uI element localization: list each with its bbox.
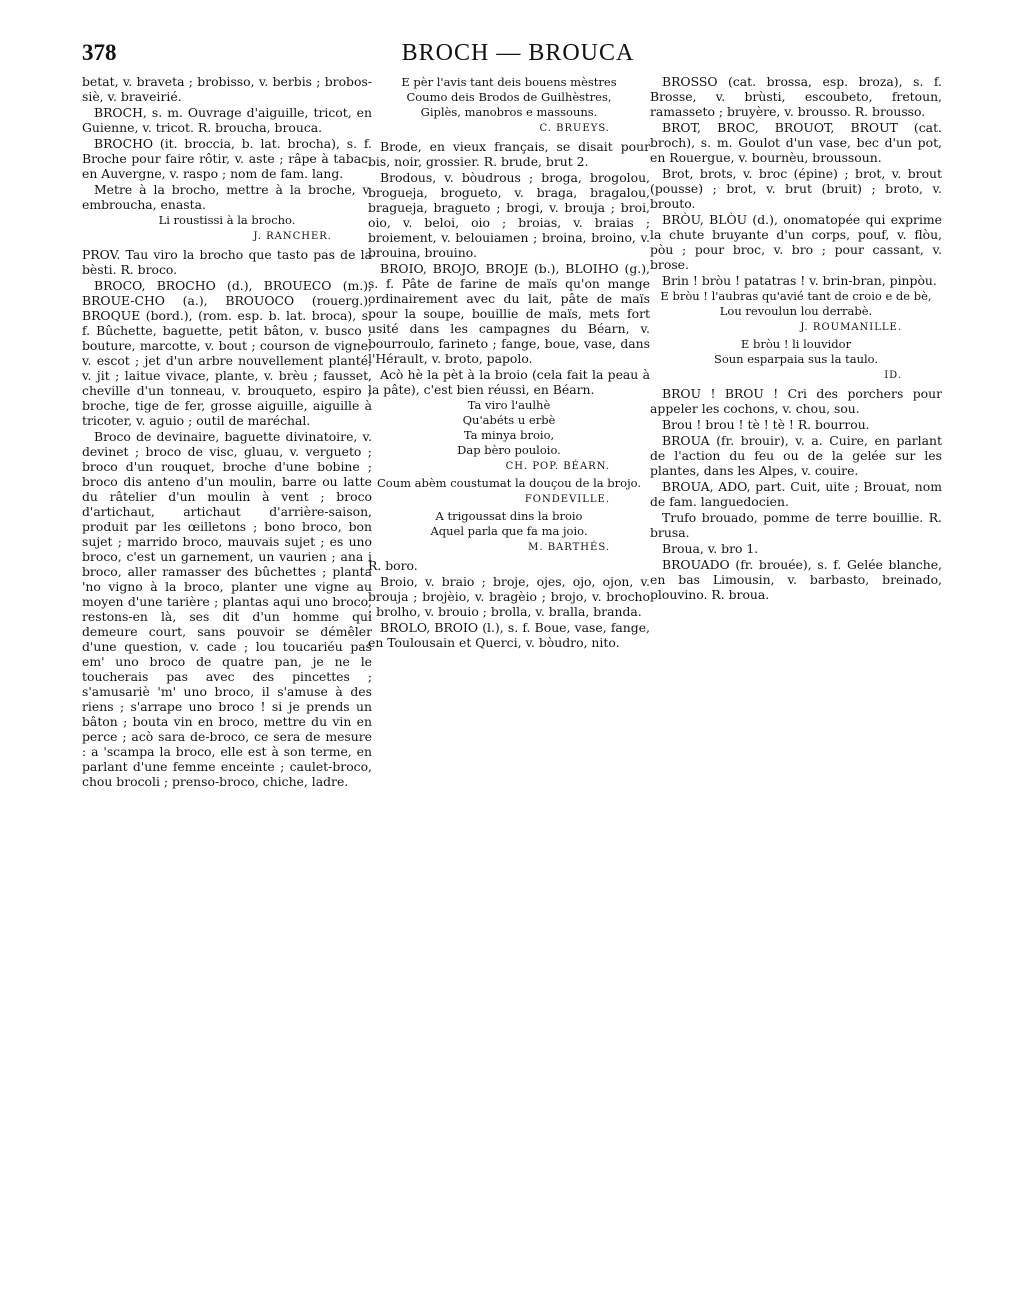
entry-text: betat, v. braveta ; brobisso, v. berbis ; brobos-siè, v. braveirié. [82,74,372,104]
page-header [82,40,954,76]
entry-text: Brot, brots, v. broc (épine) ; brot, v. brout (pousse) ; brot, v. brut (bruit) ; broto, v. brouto. [650,166,942,211]
quotation: A trigoussat dins la broio [435,509,583,523]
quotation-source: ID. [884,370,902,381]
column-right [650,74,942,1275]
column-middle [368,74,650,1275]
entry-text: Broio, v. braio ; broje, ojes, ojo, ojon, v. brouja ; brojèio, v. bragèio ; brojo, v. brocho ; brolho, v. brouio ; brolla, v. bralla, branda. [368,574,650,619]
entry-text: BROUA, ADO, part. Cuit, uite ; Brouat, nom de fam. languedocien. [650,479,942,509]
entry-text: Acò hè la pèt à la broio (cela fait la peau à la pâte), c'est bien réussi, en Béarn. [368,367,650,397]
entry-text: Broco de devinaire, baguette divinatoire, v. devinet ; broco de visc, gluau, v. vergueto ; broco d'un rouquet, broche d'une bobine ; broco dis anteno d'un moulin, barre ou latte du râtelier d'un moulin à vent ; broco d'artichaut, artichaut d'arrière-saison, produit par les œilletons ; bono broco, bon sujet ; marrido broco, mauvais sujet ; es uno broco, c'est un garnement, un vaurien ; ana i broco, aller ramasser des bûchettes ; planta 'no vigno à la broco, planter une vigne au moyen d'une tarière ; plantas aqui uno broco, restons-en là, ses dit d'un homme qui demeure court, sans pouvoir se démêler d'une question, v. cade ; lou toucariéu pas em' uno broco de quatre pan, je ne le toucherais pas avec des pincettes ; s'amusariè 'm' uno broco, il s'amuse à des riens ; s'arrape uno broco ! si je prends un bâton ; bouta vin en broco, mettre du vin en perce ; acò sara de-broco, ce sera de mesure : a 'scampa la broco, elle est à son terme, en parlant d'une femme enceinte ; caulet-broco, chou brocoli ; prenso-broco, chiche, ladre. [82,429,372,789]
entry-text: Trufo brouado, pomme de terre bouillie. R. brusa. [650,510,942,540]
quotation: Lou revoulun lou derrabè. [719,304,873,318]
entry-text: BROSSO (cat. brossa, esp. broza), s. f. Brosse, v. brùsti, escoubeto, fretoun, ramasseto ; bruyère, v. brousso. R. brousso. [650,74,942,119]
entry-text: Brou ! brou ! tè ! tè ! R. bourrou. [662,417,870,432]
entry-text: BROUADO (fr. brouée), s. f. Gelée blanche, en bas Limousin, v. barbasto, breinado, plouvino. R. broua. [650,557,942,602]
quotation: Coumo deis Brodos de Guilhèstres, [406,90,612,104]
entry-text: Metre à la brocho, mettre à la broche, v. embroucha, enasta. [82,182,372,212]
quotation: Ta minya broio, [463,428,555,442]
quotation: E pèr l'avis tant deis bouens mèstres [401,75,617,89]
quotation: Coum abèm coustumat la douçou de la brojo. [376,476,642,490]
running-head: BROCH — BROUCA [401,40,635,66]
quotation: E bròu ! l'aubras qu'avié tant de croio e de bè, [660,289,932,303]
quotation: Dap bèro pouloio. [457,443,561,457]
column-left [82,74,372,1275]
entry-text: Brodous, v. bòudrous ; broga, brogolou, brogueja, brogueto, v. braga, bragalou, bragueja, bragueto ; brogi, v. brouja ; broi, oio, v. beloi, oio ; broias, v. braias ; broiement, v. belouiamen ; broina, broino, v. brouina, brouino. [368,170,650,260]
entry-text: Brin ! bròu ! patatras ! v. brin-bran, pinpòu. [662,273,937,288]
quotation-source: CH. POP. BÉARN. [505,461,610,472]
entry-text: BROUA (fr. brouir), v. a. Cuire, en parlant de l'action du feu ou de la gelée sur les plantes, dans les Alpes, v. couire. [650,433,942,478]
entry-text: BRÒU, BLÒU (d.), onomatopée qui exprime la chute bruyante d'un corps, pouf, v. flòu, pòu ; pour broc, v. bro ; pour cassant, v. brose. [650,212,942,272]
quotation-source: J. RANCHER. [253,231,332,242]
entry-text: Brode, en vieux français, se disait pour bis, noir, grossier. R. brude, brut 2. [368,139,650,169]
quotation: Li roustissi à la brocho. [158,213,296,227]
quotation: Ta viro l'aulhè [467,398,551,412]
quotation: E bròu ! li louvidor [740,337,852,351]
entry-text: BROIO, BROJO, BROJE (b.), BLOIHO (g.), s. f. Pâte de farine de maïs qu'on mange ordinairement avec du lait, pâte de maïs pour la soupe, bouillie de maïs, mets fort usité dans les campagnes du Béarn, v. bourroulo, farineto ; fange, boue, vase, dans l'Hérault, v. broto, papolo. [368,261,650,366]
quotation: Qu'abéts u erbè [462,413,556,427]
entry-text: BROU ! BROU ! Cri des porchers pour appeler les cochons, v. chou, sou. [650,386,942,416]
entry-text: PROV. Tau viro la brocho que tasto pas de la bèsti. R. broco. [82,247,372,277]
entry-text: BROLO, BROIO (l.), s. f. Boue, vase, fange, en Toulousain et Querci, v. bòudro, nito. [368,620,650,650]
entry-text: R. boro. [368,558,418,573]
quotation: Aquel parla que fa ma joio. [430,524,588,538]
entry-text: BROT, BROC, BROUOT, BROUT (cat. broch), s. m. Goulot d'un vase, bec d'un pot, en Rouergue, v. bournèu, broussoun. [650,120,942,165]
quotation-source: J. ROUMANILLE. [800,322,902,333]
quotation-source: M. BARTHÉS. [528,542,610,553]
entry-text: BROCH, s. m. Ouvrage d'aiguille, tricot, en Guienne, v. tricot. R. broucha, brouca. [82,105,372,135]
entry-text: BROCHO (it. broccia, b. lat. brocha), s. f. Broche pour faire rôtir, v. aste ; râpe à tabac, en Auvergne, v. raspo ; nom de fam. lang. [82,136,372,181]
quotation-source: FONDEVILLE. [524,494,610,505]
page-number: 378 [82,40,117,65]
quotation: Giplès, manobros e massouns. [420,105,598,119]
entry-text: BROCO, BROCHO (d.), BROUECO (m.), BROUE-CHO (a.), BROUOCO (rouerg.), BROQUE (bord.), (rom. esp. b. lat. broca), s. f. Bûchette, baguette, petit bâton, v. busco ; bouture, marcotte, v. bout ; courson de vigne, v. escot ; jet d'un arbre nouvellement planté, v. jit ; laitue vivace, plante, v. brèu ; fausset, cheville d'un tonneau, v. brouqueto, espiro ; broche, tige de fer, grosse aiguille, aiguille à tricoter, v. aguio ; outil de maréchal. [82,278,372,428]
quotation: Soun esparpaia sus la taulo. [713,352,879,366]
entry-text: Broua, v. bro 1. [662,541,759,556]
quotation-source: C. BRUEYS. [539,123,610,134]
